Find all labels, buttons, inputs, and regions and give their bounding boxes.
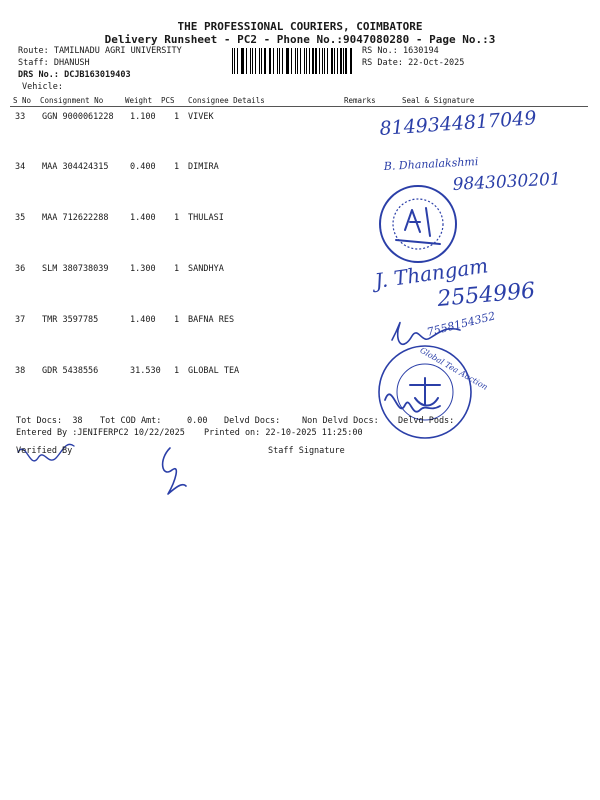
row-consignee: DIMIRA [188, 162, 219, 172]
round-stamp [380, 186, 456, 262]
row-consignment: SLM 380738039 [42, 264, 109, 274]
company-title: THE PROFESSIONAL COURIERS, COIMBATORE [177, 20, 423, 33]
row-weight: 31.530 [130, 366, 161, 376]
sig-row34-phone: 9843030201 [452, 169, 562, 195]
route-value: TAMILNADU AGRI UNIVERSITY [53, 46, 182, 56]
staff-signature-label: Staff Signature [268, 446, 345, 456]
rs-date-value: 22-Oct-2025 [408, 58, 465, 68]
row-pcs: 1 [174, 112, 180, 122]
company-stamp-emblem [410, 378, 440, 406]
delvd-pods-label: Delvd Pods: [398, 416, 455, 426]
col-sno: S No [13, 96, 32, 105]
row-sno: 34 [15, 162, 26, 172]
row-weight: 1.400 [130, 213, 156, 223]
row-weight: 0.400 [130, 162, 156, 172]
row-sno: 35 [15, 213, 26, 223]
row-consignee: THULASI [188, 213, 224, 223]
staff-signature-scribble [163, 448, 186, 494]
row-consignee: BAFNA RES [188, 315, 235, 325]
row-consignment: GGN 9000061228 [42, 112, 114, 122]
drs-value: DCJB163019403 [64, 70, 131, 80]
row-consignment: TMR 3597785 [42, 315, 99, 325]
col-weight: Weight [125, 96, 153, 105]
row-sno: 33 [15, 112, 26, 122]
tot-docs-label: Tot Docs: [16, 416, 63, 426]
totals-line [16, 416, 83, 426]
row-pcs: 1 [174, 162, 180, 172]
row-sno: 36 [15, 264, 26, 274]
row-consignee: VIVEK [188, 112, 214, 122]
row-weight: 1.300 [130, 264, 156, 274]
row-weight: 1.400 [130, 315, 156, 325]
col-consignee: Consignee Details [188, 96, 265, 105]
tot-cod-label: Tot COD Amt: [100, 416, 162, 426]
col-consignment: Consignment No [40, 96, 104, 105]
company-stamp-text: Global Tea Auction [418, 345, 490, 392]
row-pcs: 1 [174, 366, 180, 376]
rs-date-label: RS Date: [362, 58, 403, 68]
sig-row36-phone: 2554996 [436, 278, 537, 312]
tot-cod-value: 0.00 [187, 416, 208, 426]
row-consignee: SANDHYA [188, 264, 224, 274]
row-pcs: 1 [174, 264, 180, 274]
row-consignment: MAA 304424315 [42, 162, 109, 172]
non-delvd-docs-label: Non Delvd Docs: [302, 416, 379, 426]
delvd-docs-label: Delvd Docs: [224, 416, 281, 426]
printed-on: Printed on: 22-10-2025 11:25:00 [204, 428, 363, 438]
row-weight: 1.100 [130, 112, 156, 122]
sig-row37-phone: 7558154352 [425, 309, 497, 339]
sig-row33-text: 8149344817049 [378, 107, 538, 140]
tot-cod [100, 416, 208, 426]
drs-label: DRS No.: [18, 70, 59, 80]
row-pcs: 1 [174, 315, 180, 325]
sig-row34-name: B. Dhanalakshmi [383, 155, 479, 173]
rs-no-label: RS No.: [362, 46, 398, 56]
col-remarks: Remarks [344, 96, 376, 105]
row-consignment: MAA 712622288 [42, 213, 109, 223]
route-label: Route: [18, 46, 49, 56]
row-pcs: 1 [174, 213, 180, 223]
tot-docs-value: 38 [72, 416, 83, 426]
col-seal-signature: Seal & Signature [402, 96, 475, 105]
sig-row36-name: J. Thangam [373, 253, 490, 293]
stamp-emblem [396, 208, 440, 244]
rs-no-value: 1630194 [402, 46, 439, 56]
entered-by: Entered By :JENIFERPC2 10/22/2025 [16, 428, 185, 438]
runsheet-subtitle: Delivery Runsheet - PC2 - Phone No.:9047080280 - Page No.:3 [104, 33, 496, 46]
verified-by-label: Verified By [16, 446, 73, 456]
row-consignment: GDR 5438556 [42, 366, 99, 376]
staff-label: Staff: [18, 58, 49, 68]
staff-value: DHANUSH [53, 58, 90, 68]
vehicle-label: Vehicle: [22, 82, 63, 92]
company-stamp-signature [385, 394, 440, 411]
col-pcs: PCS [161, 96, 175, 105]
row-sno: 38 [15, 366, 26, 376]
row-consignee: GLOBAL TEA [188, 366, 240, 376]
row-sno: 37 [15, 315, 26, 325]
